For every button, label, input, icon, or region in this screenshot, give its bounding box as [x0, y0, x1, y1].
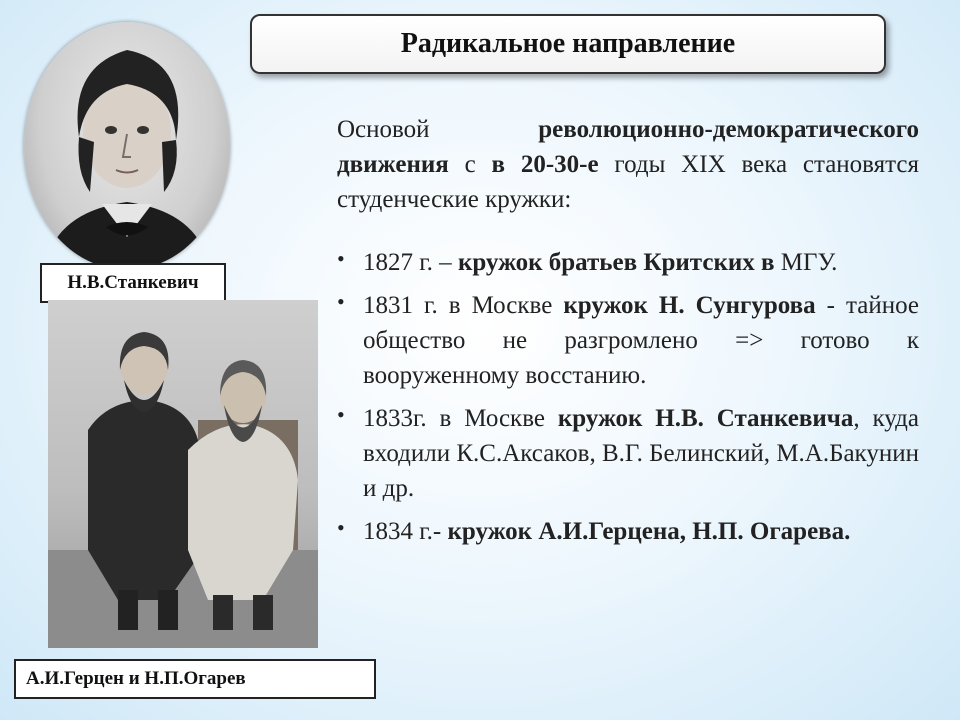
- herzen-ogarev-photo: [48, 300, 318, 648]
- herzen-ogarev-caption: А.И.Герцен и Н.П.Огарев: [14, 659, 376, 699]
- slide-title-box: [250, 14, 886, 74]
- slide-body: [337, 112, 919, 557]
- intro-paragraph: Основой революционно-демократического движения с в 20-30-е годы XIX века становятся студенческие кружки:: [337, 116, 919, 213]
- slide-title: Радикальное направление: [400, 28, 736, 59]
- circles-list: [337, 245, 919, 549]
- stankevich-portrait: [24, 22, 230, 270]
- stankevich-caption: Н.В.Станкевич: [40, 263, 226, 303]
- list-item: • 1834 г.- кружок А.И.Герцена, Н.П. Огарева.: [337, 514, 919, 549]
- stankevich-portrait-drawing: [24, 22, 230, 270]
- list-item: • 1833г. в Москве кружок Н.В. Станкевича, куда входили К.С.Аксаков, В.Г. Белинский, М.А.Бакунин и др.: [337, 401, 919, 506]
- list-item: • 1831 г. в Москве кружок Н. Сунгурова - тайное общество не разгромлено => готово к вооруженному восстанию.: [337, 288, 919, 393]
- herzen-ogarev-drawing: [48, 300, 318, 648]
- list-item: • 1827 г. – кружок братьев Критских в МГУ.: [337, 245, 919, 280]
